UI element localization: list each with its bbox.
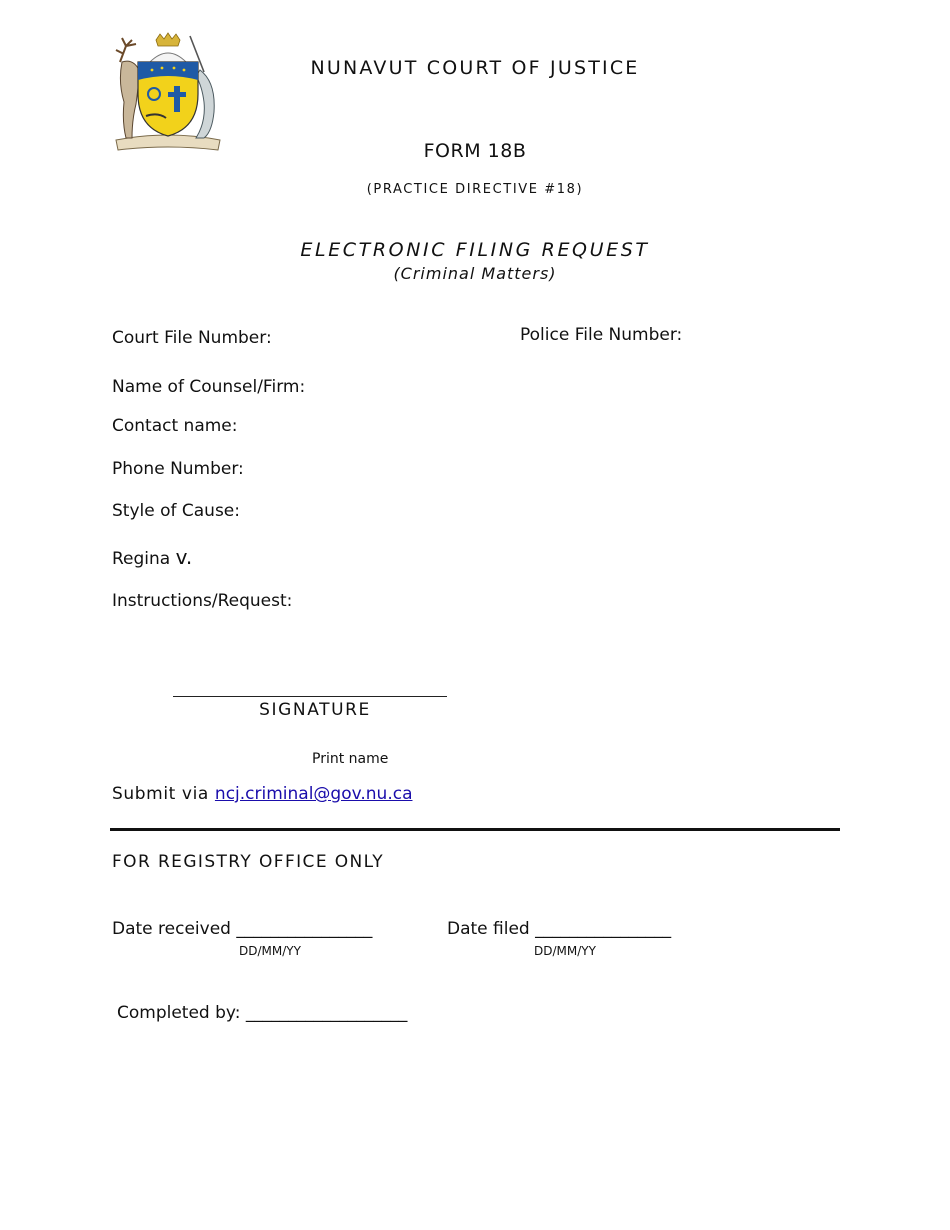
coat-of-arms-logo: [112, 32, 224, 154]
signature-line: [173, 696, 447, 697]
submit-prefix: Submit via: [112, 784, 215, 804]
section-divider: [110, 828, 840, 831]
court-file-number-label: Court File Number:: [112, 328, 272, 348]
document-subtitle: (Criminal Matters): [393, 264, 557, 283]
form-number: FORM 18B: [423, 140, 527, 162]
registry-heading: FOR REGISTRY OFFICE ONLY: [112, 852, 385, 872]
date-filed-field: Date filed ________________: [447, 919, 672, 939]
submit-email-link[interactable]: ncj.criminal@gov.nu.ca: [214, 784, 413, 804]
print-name-label: Print name: [312, 751, 389, 767]
instructions-label: Instructions/Request:: [112, 591, 293, 611]
regina-versus: v.: [175, 545, 193, 569]
regina-prefix: Regina: [112, 549, 176, 569]
counsel-firm-label: Name of Counsel/Firm:: [112, 377, 306, 397]
style-of-cause-label: Style of Cause:: [112, 501, 240, 521]
completed-by-field: Completed by: ___________________: [117, 1003, 408, 1023]
date-received-format: DD/MM/YY: [239, 944, 301, 958]
submit-instructions: [112, 784, 412, 804]
contact-name-label: Contact name:: [112, 416, 238, 436]
signature-label: SIGNATURE: [259, 700, 371, 720]
regina-label: [112, 545, 192, 569]
coat-of-arms-image: [112, 32, 224, 154]
phone-number-label: Phone Number:: [112, 459, 244, 479]
police-file-number-label: Police File Number:: [520, 325, 683, 345]
practice-directive: (PRACTICE DIRECTIVE #18): [366, 182, 584, 197]
date-received-field: Date received ________________: [112, 919, 373, 939]
document-title: ELECTRONIC FILING REQUEST: [300, 239, 650, 261]
date-filed-format: DD/MM/YY: [534, 944, 596, 958]
court-name: NUNAVUT COURT OF JUSTICE: [310, 57, 640, 79]
